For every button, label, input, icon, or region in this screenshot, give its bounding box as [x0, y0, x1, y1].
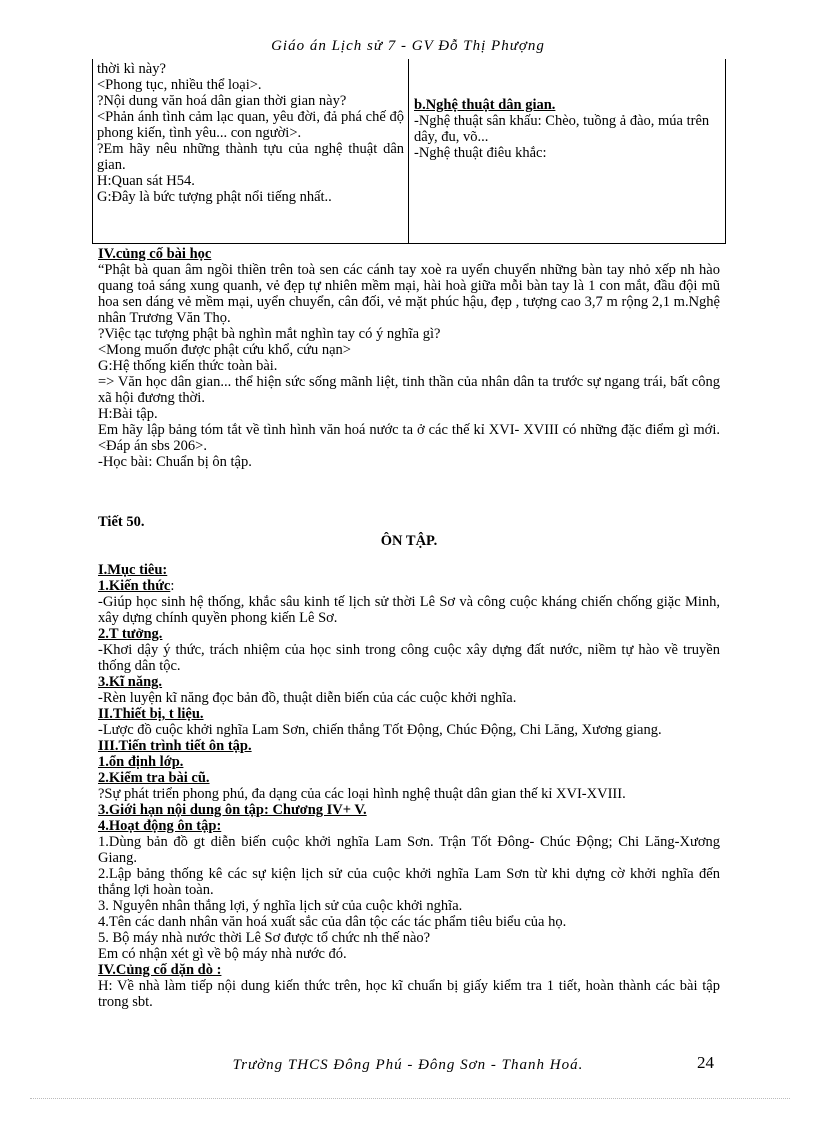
table-left-line: thời kì này?	[97, 61, 166, 77]
page-bottom-divider	[30, 1098, 790, 1099]
paragraph: -Lược đồ cuộc khởi nghĩa Lam Sơn, chiến thắng Tốt Động, Chúc Động, Chi Lăng, Xương giang.	[98, 722, 662, 738]
section-heading: II.Thiết bị, t liệu.	[98, 706, 204, 722]
subsection-heading: 2.Kiểm tra bài cũ.	[98, 770, 210, 786]
page-header: Giáo án Lịch sử 7 - GV Đỗ Thị Phượng	[271, 38, 545, 54]
subsection-heading: 3.Kĩ năng.	[98, 674, 163, 690]
lesson-label: Tiết 50.	[98, 514, 145, 530]
page-footer: Trường THCS Đông Phú - Đông Sơn - Thanh Hoá.	[232, 1057, 584, 1073]
section-heading: III.Tiến trình tiết ôn tập.	[98, 738, 252, 754]
list-item: 2.Lập bảng thống kê các sự kiện lịch sử của cuộc khởi nghĩa Lam Sơn từ khi dựng cờ khởi nghĩa đến thắng lợi hoàn toàn.	[98, 866, 720, 898]
table-right-heading: b.Nghệ thuật dân gian.	[414, 97, 556, 113]
lesson-body	[98, 562, 720, 1010]
section-heading: I.Mục tiêu:	[98, 562, 168, 578]
paragraph: -Giúp học sinh hệ thống, khắc sâu kinh tế lịch sử thời Lê Sơ và công cuộc kháng chiến chống giặc Minh, xây dựng chính quyền phong kiến Lê Sơ.	[98, 594, 720, 626]
table-right-line: -Nghệ thuật sân khấu: Chèo, tuồng ả đào, múa trên dây, đu, võ...	[414, 113, 710, 145]
list-item: 3. Nguyên nhân thắng lợi, ý nghĩa lịch sử của cuộc khởi nghĩa.	[98, 898, 463, 914]
list-item: 5. Bộ máy nhà nước thời Lê Sơ được tổ chức nh thế nào?	[98, 930, 431, 946]
table-left-line: ?Nội dung văn hoá dân gian thời gian này?	[97, 93, 347, 109]
paragraph: -Khơi dậy ý thức, trách nhiệm của học sinh trong công cuộc xây dựng đất nước, niềm tự hào về truyền thống dân tộc.	[98, 642, 720, 674]
section-heading: IV.Củng cố dặn dò :	[98, 962, 222, 978]
paragraph: ?Việc tạc tượng phật bà nghìn mắt nghìn tay có ý nghĩa gì?	[98, 326, 441, 342]
table-right-column	[409, 59, 725, 243]
subsection-heading: 3.Giới hạn nội dung ôn tập: Chương IV+ V.	[98, 802, 367, 818]
paragraph: -Học bài: Chuẩn bị ôn tập.	[98, 454, 252, 470]
colon: :	[170, 578, 175, 594]
list-item: 1.Dùng bản đồ gt diễn biến cuộc khởi nghĩa Lam Sơn. Trận Tốt Đông- Chúc Động; Chi Lăng-Xương Giang.	[98, 834, 720, 866]
section-iv-block	[98, 246, 720, 470]
paragraph: ?Sự phát triển phong phú, đa dạng của các loại hình nghệ thuật dân gian thế kỉ XVI-XVIII.	[98, 786, 626, 802]
table-left-line: <Phản ánh tình cảm lạc quan, yêu đời, đả phá chế độ phong kiến, tình yêu... con người>.	[97, 109, 404, 141]
subsection-heading: 4.Hoạt động ôn tập:	[98, 818, 222, 834]
lesson-table	[92, 59, 726, 244]
section-heading: IV.củng cố bài học	[98, 246, 212, 262]
subsection-heading: 1.Kiến thức	[98, 578, 171, 594]
paragraph: <Mong muốn được phật cứu khổ, cứu nạn>	[98, 342, 351, 358]
table-left-line: ?Em hãy nêu những thành tựu của nghệ thuật dân gian.	[97, 141, 404, 173]
subsection-heading: 1.ổn định lớp.	[98, 754, 184, 770]
paragraph: G:Hệ thống kiến thức toàn bài.	[98, 358, 278, 374]
table-left-line: <Phong tục, nhiều thể loại>.	[97, 77, 262, 93]
table-left-line: H:Quan sát H54.	[97, 173, 195, 189]
paragraph: H: Về nhà làm tiếp nội dung kiến thức trên, học kĩ chuẩn bị giấy kiểm tra 1 tiết, hoàn thành các bài tập trong sbt.	[98, 978, 720, 1010]
page-number: 24	[697, 1053, 714, 1072]
paragraph: -Rèn luyện kĩ năng đọc bản đồ, thuật diễn biến của các cuộc khởi nghĩa.	[98, 690, 517, 706]
table-left-column	[93, 59, 409, 243]
table-left-line: G:Đây là bức tượng phật nổi tiếng nhất..	[97, 189, 332, 205]
table-right-line: -Nghệ thuật điêu khắc:	[414, 145, 547, 161]
paragraph: H:Bài tập.	[98, 406, 158, 422]
paragraph: => Văn học dân gian... thể hiện sức sống mãnh liệt, tinh thần của nhân dân ta trước sự ngang trái, bất công xã hội đương thời.	[98, 374, 720, 406]
paragraph: Em hãy lập bảng tóm tắt về tình hình văn hoá nước ta ở các thế kỉ XVI- XVIII có những đặc điểm gì mới. <Đáp án sbs 206>.	[98, 422, 720, 454]
list-item: Em có nhận xét gì về bộ máy nhà nước đó.	[98, 946, 347, 962]
paragraph: “Phật bà quan âm ngồi thiền trên toà sen các cánh tay xoè ra uyển chuyển những bàn tay nhỏ xếp nh hào quang toả sáng xung quanh, vẻ đẹp tự nhiên mềm mại, hài hoà giữa mỗi bàn tay là 1 con mắt, đầu đội mũ hoa sen dáng vẻ mềm mại, uyển chuyển, cân đối, vẻ mặt phúc hậu, đẹp , tượng cao 3,7 m rộng 2,1 m.Nghệ nhân Trương Văn Thọ.	[98, 262, 720, 326]
lesson-title: ÔN TẬP.	[380, 533, 438, 549]
list-item: 4.Tên các danh nhân văn hoá xuất sắc của dân tộc các tác phẩm tiêu biểu của họ.	[98, 914, 567, 930]
subsection-heading: 2.T tưởng.	[98, 626, 163, 642]
